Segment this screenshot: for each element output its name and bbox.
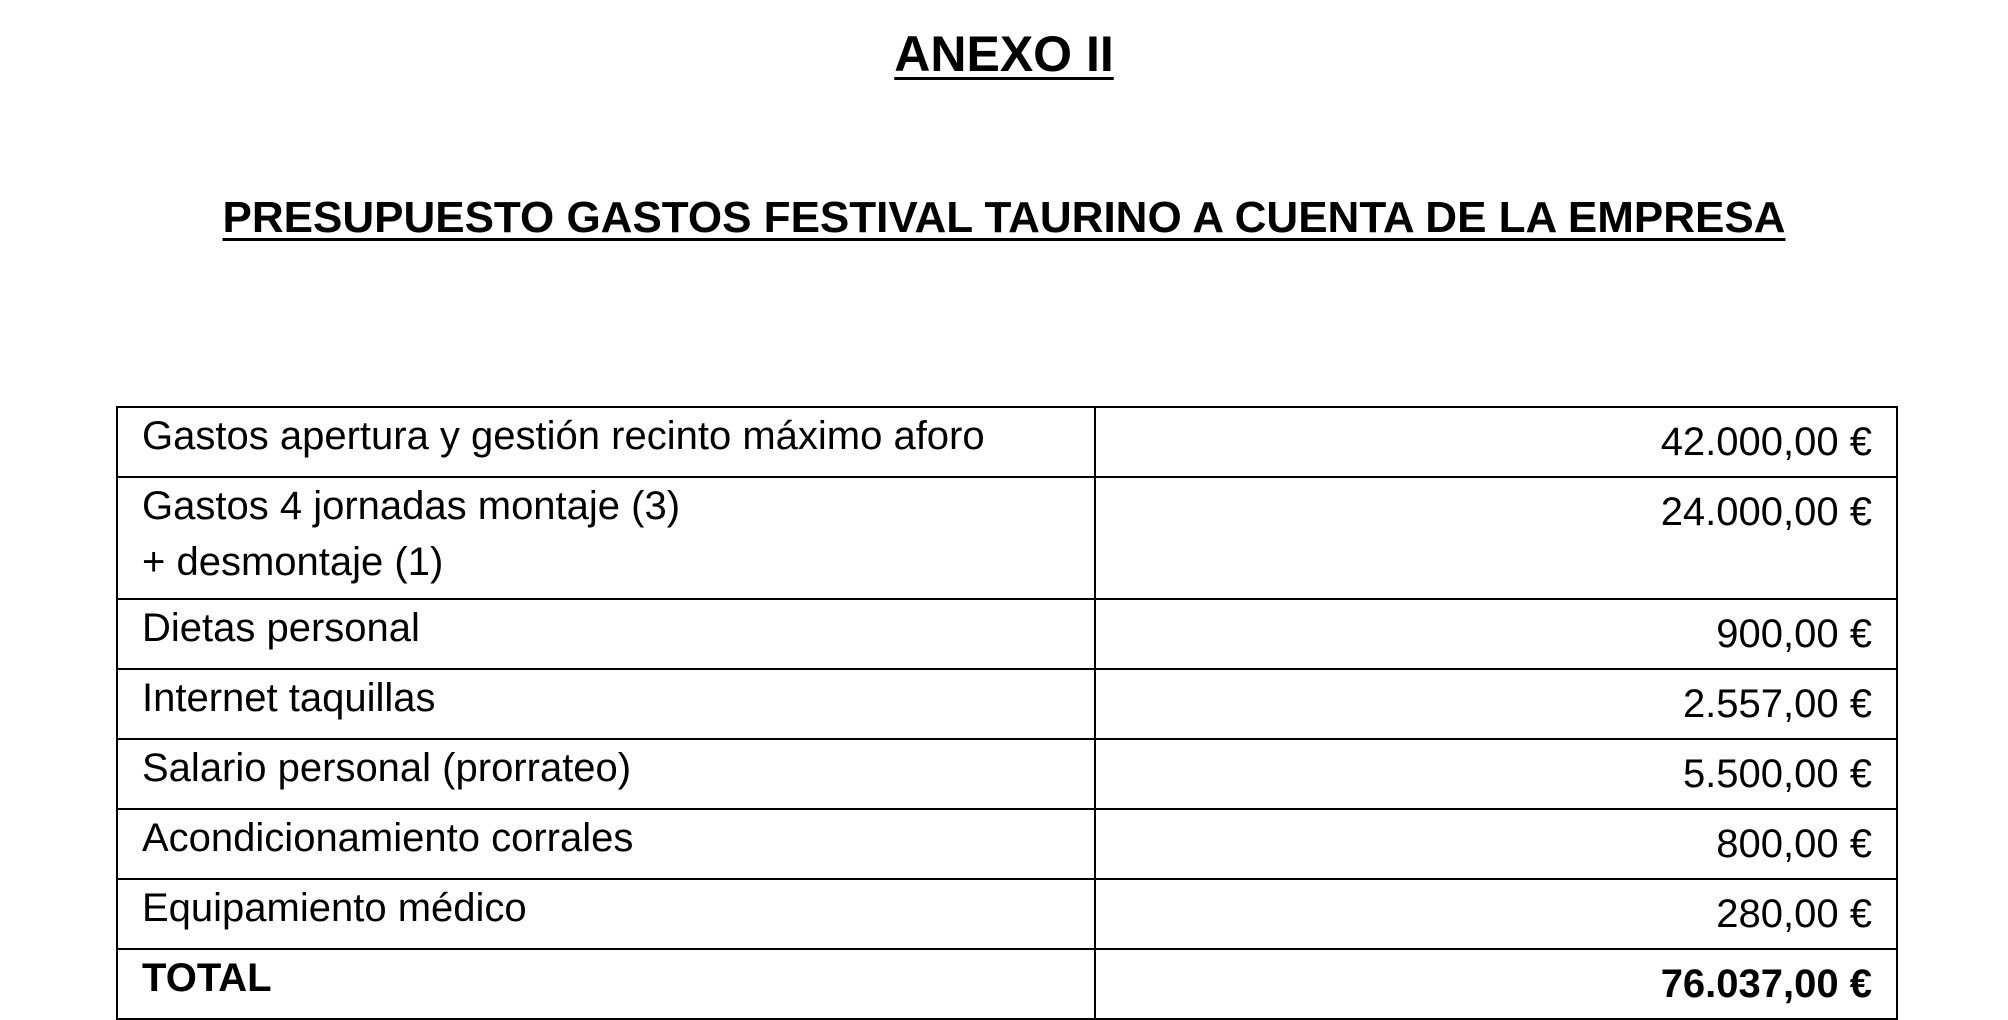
budget-title: PRESUPUESTO GASTOS FESTIVAL TAURINO A CUENTA DE LA EMPRESA <box>222 193 1786 242</box>
concept-text: Dietas personal <box>142 606 420 650</box>
amount-cell: 280,00 € <box>1095 879 1897 949</box>
amount-cell: 5.500,00 € <box>1095 739 1897 809</box>
concept-cell <box>117 599 1095 669</box>
concept-cell <box>117 809 1095 879</box>
concept-cell <box>117 669 1095 739</box>
concept-text: Gastos apertura y gestión recinto máximo aforo <box>142 414 985 458</box>
concept-text: Internet taquillas <box>142 676 436 720</box>
concept-cell <box>117 477 1095 599</box>
concept-text: Acondicionamiento corrales <box>142 816 634 860</box>
concept-text: Equipamiento médico <box>142 886 527 930</box>
total-row <box>117 949 1897 1019</box>
concept-cell <box>117 879 1095 949</box>
table-row <box>117 407 1897 477</box>
table-row <box>117 879 1897 949</box>
table-row <box>117 477 1897 599</box>
amount-cell: 800,00 € <box>1095 809 1897 879</box>
table-row <box>117 599 1897 669</box>
concept-text: Gastos 4 jornadas montaje (3) <box>142 484 681 528</box>
total-label: TOTAL <box>117 949 1095 1019</box>
annex-title: ANEXO II <box>894 26 1114 82</box>
concept-text-continuation: + desmontaje (1) <box>142 540 444 584</box>
concept-text: Salario personal (prorrateo) <box>142 746 632 790</box>
total-amount: 76.037,00 € <box>1095 949 1897 1019</box>
table-row <box>117 739 1897 809</box>
amount-cell: 24.000,00 € <box>1095 477 1897 599</box>
table-row <box>117 809 1897 879</box>
concept-cell <box>117 407 1095 477</box>
table-row <box>117 669 1897 739</box>
amount-cell: 2.557,00 € <box>1095 669 1897 739</box>
concept-cell <box>117 739 1095 809</box>
amount-cell: 900,00 € <box>1095 599 1897 669</box>
amount-cell: 42.000,00 € <box>1095 407 1897 477</box>
budget-table-body <box>117 407 1897 1019</box>
budget-table <box>116 406 1898 1020</box>
